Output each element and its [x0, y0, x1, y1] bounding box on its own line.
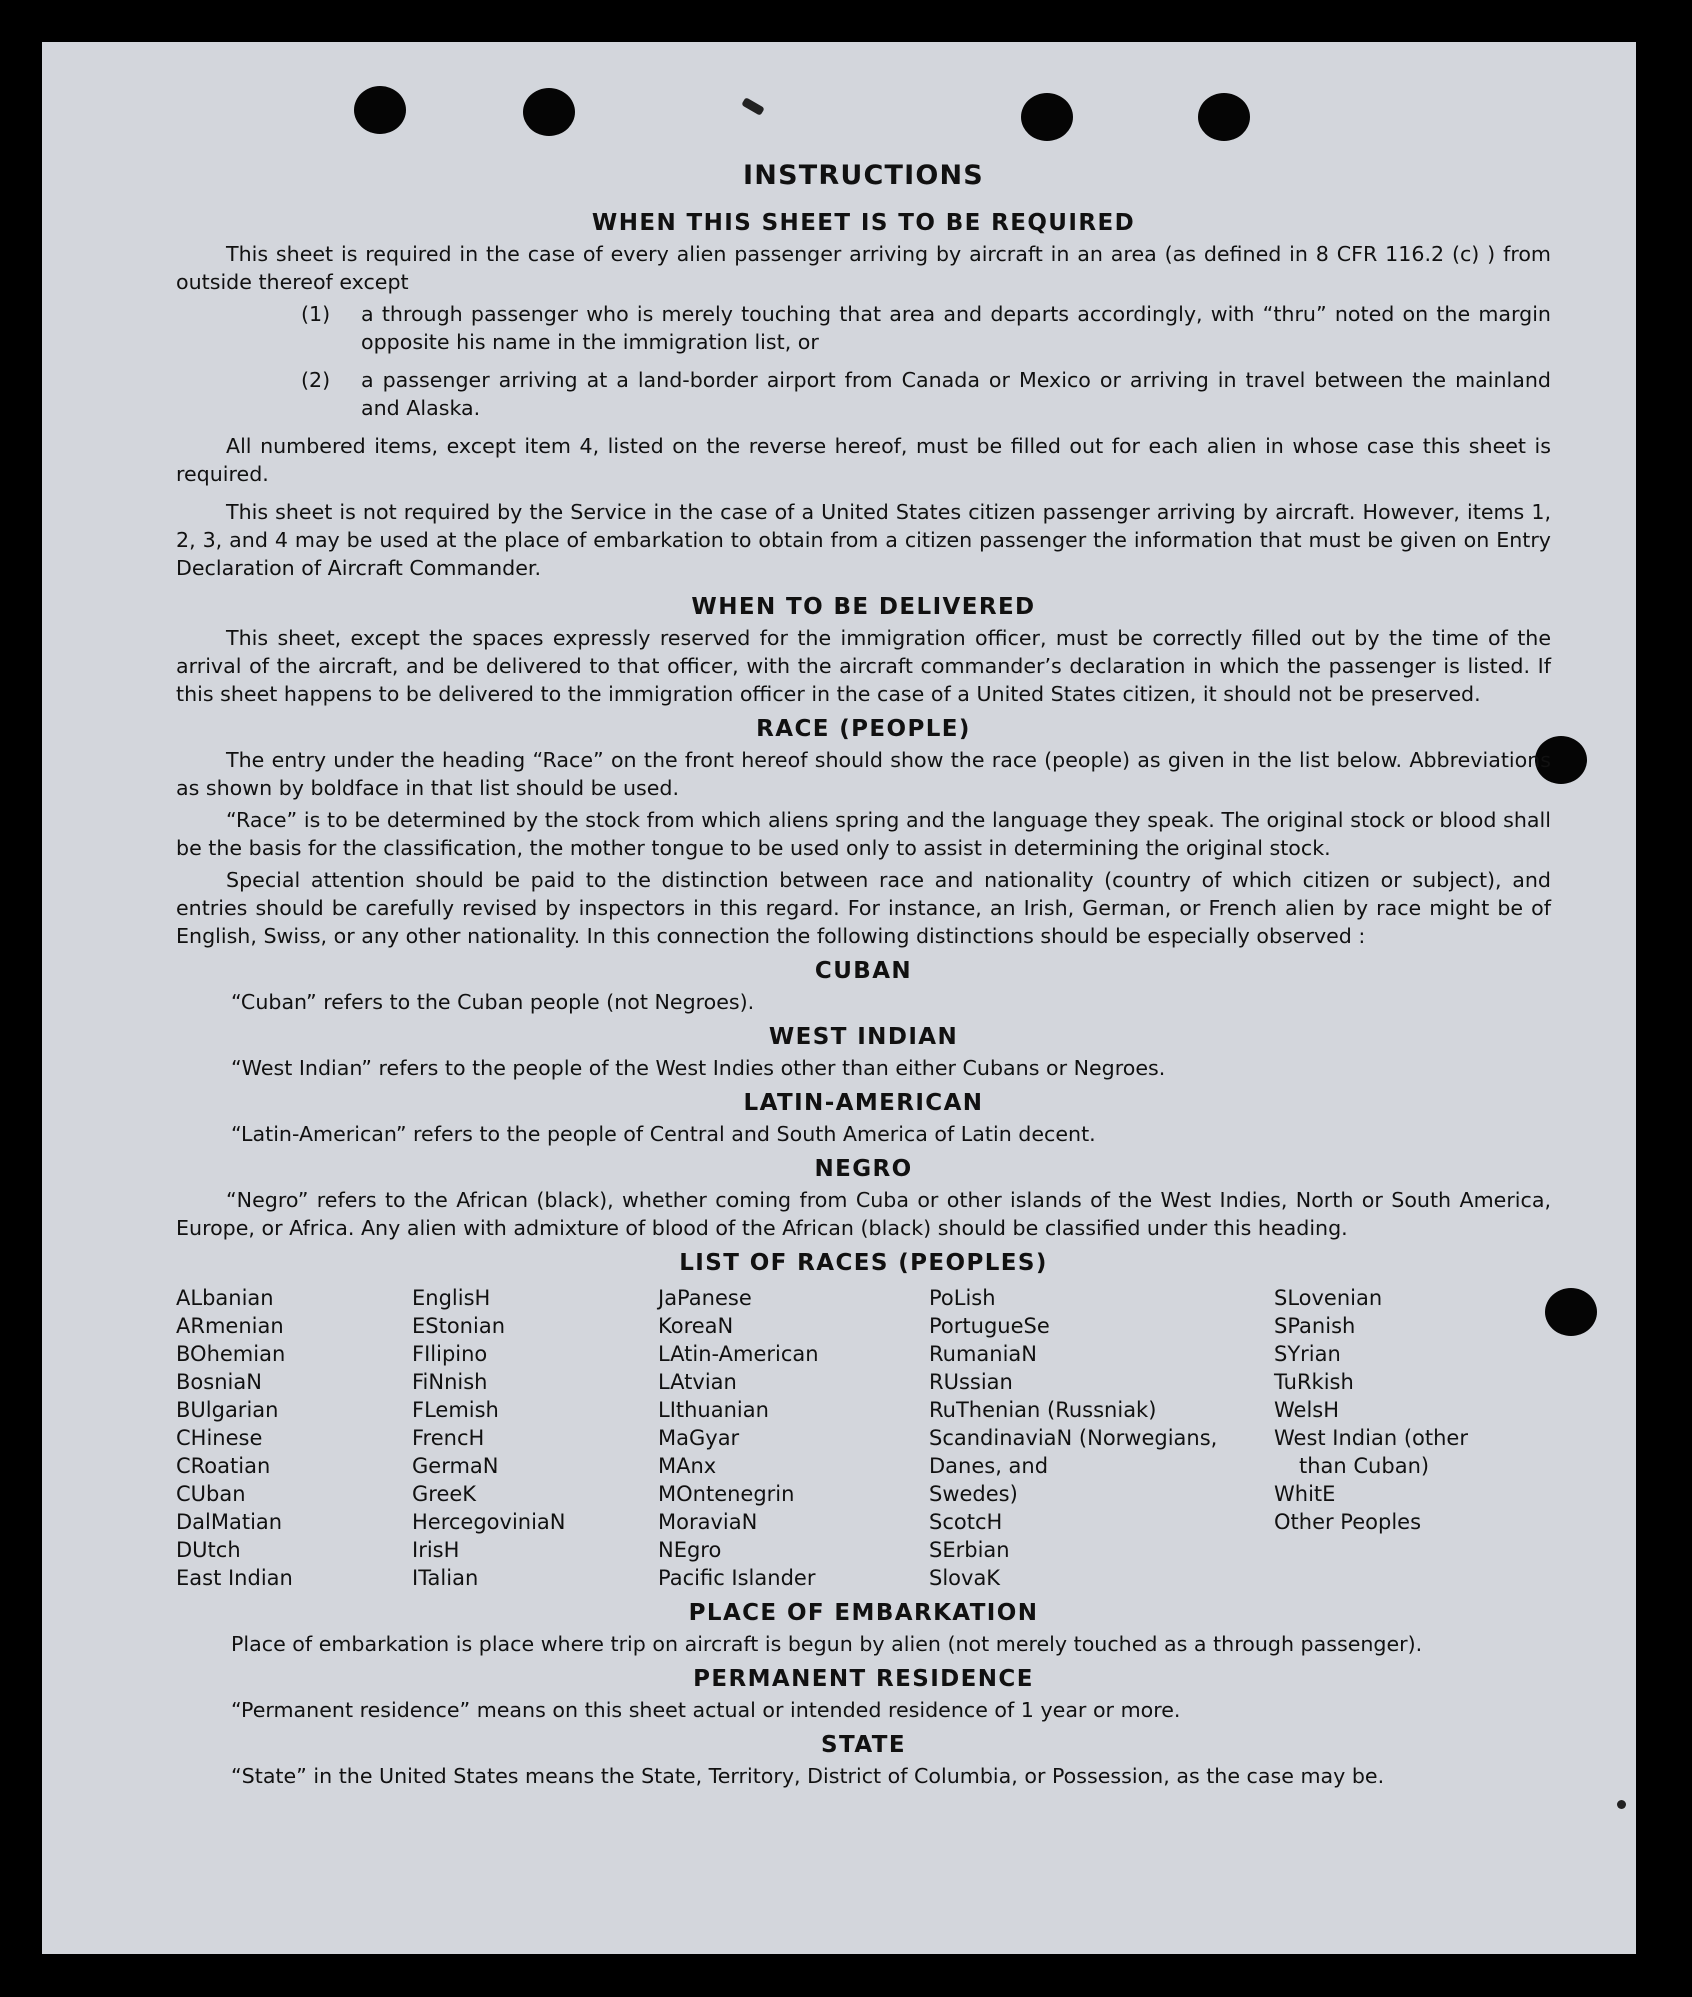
latin-american-definition: “Latin-American” refers to the people of Central and South America of Latin decent.: [231, 1122, 1096, 1146]
race-entry: RumaniaN: [929, 1342, 1038, 1366]
race-entry: BosniaN: [176, 1370, 262, 1394]
race-entry: East Indian: [176, 1566, 293, 1590]
state-definition: “State” in the United States means the State, Territory, District of Columbia, or Possession, as the case may be.: [231, 1764, 1385, 1788]
race-entry: WhitE: [1274, 1482, 1336, 1506]
race-column-5: [1274, 1284, 1544, 1592]
race-entry: RUssian: [929, 1370, 1013, 1394]
item-number: (1): [301, 302, 331, 326]
embarkation-definition: Place of embarkation is place where trip on aircraft is begun by alien (not merely touched as a through passenger).: [231, 1632, 1423, 1656]
heading-west-indian: WEST INDIAN: [768, 1024, 959, 1050]
race-entry: West Indian (other: [1274, 1426, 1468, 1450]
heading-list-of-races: LIST OF RACES (PEOPLES): [679, 1250, 1048, 1276]
race-entry: MOntenegrin: [658, 1482, 795, 1506]
race-column-3: [658, 1284, 929, 1592]
heading-place-of-embarkation: PLACE OF EMBARKATION: [688, 1600, 1039, 1626]
race-entry: WelsH: [1274, 1398, 1340, 1422]
race-entry: HercegoviniaN: [412, 1510, 566, 1534]
race-entry: FrencH: [412, 1426, 485, 1450]
race-list: [176, 1284, 1551, 1592]
cuban-definition: “Cuban” refers to the Cuban people (not Negroes).: [231, 990, 755, 1014]
heading-when-required: WHEN THIS SHEET IS TO BE REQUIRED: [591, 210, 1136, 236]
heading-negro: NEGRO: [814, 1156, 913, 1182]
race-entry: ScotcH: [929, 1510, 1003, 1534]
heading-race: RACE (PEOPLE): [756, 716, 971, 742]
race-entry: ALbanian: [176, 1286, 274, 1310]
race-entry: BOhemian: [176, 1342, 286, 1366]
document-page: [42, 42, 1636, 1954]
race-entry: FIlipino: [412, 1342, 488, 1366]
instructions-content: [176, 162, 1551, 1796]
race-entry: MAnx: [658, 1454, 717, 1478]
exception-item-1: [176, 300, 1551, 356]
race-entry: FLemish: [412, 1398, 499, 1422]
race-entry: Danes, and: [929, 1454, 1049, 1478]
race-entry: SYrian: [1274, 1342, 1341, 1366]
race-entry: Other Peoples: [1274, 1510, 1422, 1534]
page-title: INSTRUCTIONS: [743, 160, 984, 191]
heading-when-delivered: WHEN TO BE DELIVERED: [691, 594, 1036, 620]
item-text: a through passenger who is merely touching that area and departs accordingly, with “thru” noted on the margin opposite his name in the immigration list, or: [361, 302, 1551, 354]
race-entry: Pacific Islander: [658, 1566, 816, 1590]
race-entry: than Cuban): [1299, 1454, 1430, 1478]
speck: [741, 97, 765, 116]
race-entry: GreeK: [412, 1482, 477, 1506]
punch-hole: [1021, 93, 1073, 141]
race-entry: EnglisH: [412, 1286, 491, 1310]
required-para-citizen: This sheet is not required by the Service in the case of a United States citizen passenger arriving by aircraft. However, items 1, 2, 3, and 4 may be used at the place of embarkation to obtain from a citizen passenger the information that must be given on Entry Declaration of Aircraft Commander.: [176, 500, 1551, 580]
race-entry: ARmenian: [176, 1314, 284, 1338]
heading-cuban: CUBAN: [814, 958, 913, 984]
race-entry: GermaN: [412, 1454, 499, 1478]
punch-hole: [354, 86, 406, 134]
race-entry: ITalian: [412, 1566, 479, 1590]
race-entry: JaPanese: [658, 1286, 752, 1310]
race-entry: CUban: [176, 1482, 246, 1506]
race-para-3: Special attention should be paid to the distinction between race and nationality (country of which citizen or subject), and entries should be carefully revised by inspectors in this regard. For instance, an Irish, German, or French alien by race might be of English, Swiss, or any other nationality. In this connection the following distinctions should be especially observed :: [176, 868, 1551, 948]
race-entry: Swedes): [929, 1482, 1018, 1506]
race-entry: MaGyar: [658, 1426, 740, 1450]
race-entry: SlovaK: [929, 1566, 1001, 1590]
race-entry: TuRkish: [1274, 1370, 1354, 1394]
punch-hole: [1198, 93, 1250, 141]
negro-definition: “Negro” refers to the African (black), whether coming from Cuba or other islands of the West Indies, North or South America, Europe, or Africa. Any alien with admixture of blood of the African (black) should be classified under this heading.: [176, 1188, 1551, 1240]
race-entry: CRoatian: [176, 1454, 271, 1478]
heading-permanent-residence: PERMANENT RESIDENCE: [693, 1666, 1034, 1692]
speck: [1617, 1800, 1626, 1809]
race-entry: NEgro: [658, 1538, 722, 1562]
race-entry: PortugueSe: [929, 1314, 1050, 1338]
race-entry: PoLish: [929, 1286, 996, 1310]
delivered-text: This sheet, except the spaces expressly reserved for the immigration officer, must be correctly filled out by the time of the arrival of the aircraft, and be delivered to that officer, with the aircraft commander’s declaration in which the passenger is listed. If this sheet happens to be delivered to the immigration officer in the case of a United States citizen, it should not be preserved.: [176, 626, 1551, 706]
exception-item-2: [176, 366, 1551, 422]
race-para-1: The entry under the heading “Race” on the front hereof should show the race (people) as given in the list below. Abbreviations as shown by boldface in that list should be used.: [176, 748, 1551, 800]
heading-state: STATE: [821, 1732, 906, 1758]
race-entry: BUlgarian: [176, 1398, 279, 1422]
race-entry: LAtvian: [658, 1370, 737, 1394]
race-entry: LAtin-American: [658, 1342, 819, 1366]
race-column-2: [412, 1284, 658, 1592]
race-entry: FiNnish: [412, 1370, 488, 1394]
race-entry: CHinese: [176, 1426, 263, 1450]
required-intro: This sheet is required in the case of every alien passenger arriving by aircraft in an area (as defined in 8 CFR 116.2 (c) ) from outside thereof except: [176, 242, 1551, 294]
item-text: a passenger arriving at a land-border airport from Canada or Mexico or arriving in travel between the mainland and Alaska.: [361, 368, 1551, 420]
race-column-4: [929, 1284, 1274, 1592]
race-entry: IrisH: [412, 1538, 460, 1562]
residence-definition: “Permanent residence” means on this sheet actual or intended residence of 1 year or more.: [231, 1698, 1181, 1722]
heading-latin-american: LATIN-AMERICAN: [743, 1090, 984, 1116]
race-entry: RuThenian (Russniak): [929, 1398, 1157, 1422]
race-para-2: “Race” is to be determined by the stock from which aliens spring and the language they speak. The original stock or blood shall be the basis for the classification, the mother tongue to be used only to assist in determining the original stock.: [176, 808, 1551, 860]
race-entry: SPanish: [1274, 1314, 1356, 1338]
race-entry: SLovenian: [1274, 1286, 1383, 1310]
race-entry: MoraviaN: [658, 1510, 758, 1534]
race-column-1: [176, 1284, 412, 1592]
race-entry: DalMatian: [176, 1510, 283, 1534]
punch-hole: [523, 88, 575, 136]
race-entry: ScandinaviaN (Norwegians,: [929, 1426, 1218, 1450]
race-entry: LIthuanian: [658, 1398, 769, 1422]
race-entry: KoreaN: [658, 1314, 734, 1338]
item-number: (2): [301, 368, 331, 392]
race-entry: EStonian: [412, 1314, 506, 1338]
west-indian-definition: “West Indian” refers to the people of the West Indies other than either Cubans or Negroes.: [231, 1056, 1166, 1080]
race-entry: DUtch: [176, 1538, 241, 1562]
punch-hole: [1545, 1288, 1597, 1336]
race-entry: SErbian: [929, 1538, 1010, 1562]
required-para-numbered-items: All numbered items, except item 4, listed on the reverse hereof, must be filled out for each alien in whose case this sheet is required.: [176, 434, 1551, 486]
